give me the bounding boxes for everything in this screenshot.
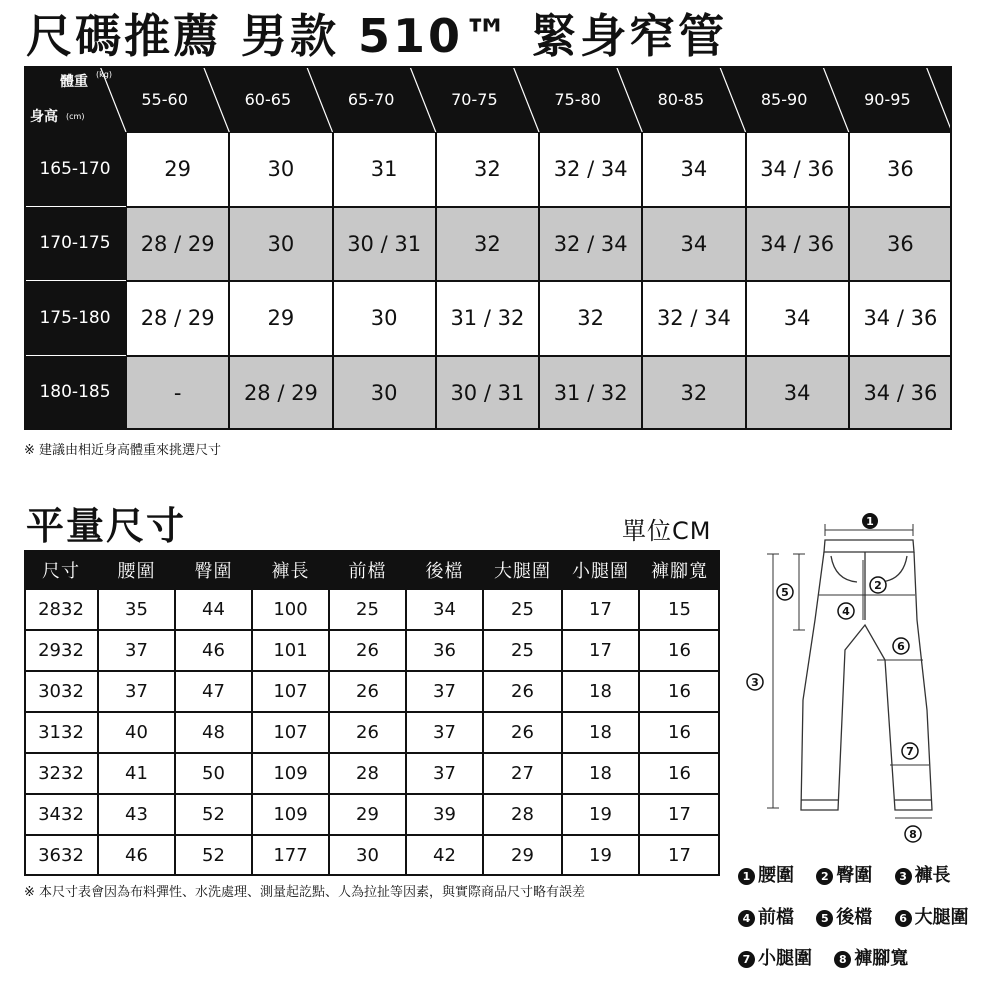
size-cell: - — [126, 356, 229, 431]
size-cell: 29 — [126, 132, 229, 207]
corner-weight-unit: (kg) — [96, 70, 112, 79]
marker-4 — [838, 603, 854, 619]
measure-cell: 25 — [329, 589, 406, 630]
legend-row-3 — [738, 947, 924, 971]
measure-cell: 100 — [252, 589, 329, 630]
marker-8 — [905, 826, 921, 842]
weight-header: 70-75 — [451, 89, 498, 109]
measure-cell: 35 — [98, 589, 175, 630]
marker-2 — [870, 577, 886, 593]
corner-height-unit: (cm) — [66, 112, 85, 121]
measure-cell: 19 — [562, 835, 639, 876]
measure-column-header: 褲腳寬 — [639, 550, 720, 589]
size-cell: 34 — [642, 207, 745, 282]
page-title: 尺碼推薦 男款 510™ 緊身窄管 — [26, 9, 728, 63]
svg-text:6: 6 — [897, 640, 905, 653]
size-recommendation-table — [24, 66, 952, 430]
measure-size-label: 3632 — [24, 835, 98, 876]
size-cell: 34 / 36 — [849, 281, 952, 356]
svg-text:8: 8 — [909, 828, 917, 841]
measure-column-header: 褲長 — [252, 550, 329, 589]
weight-header: 90-95 — [864, 89, 911, 109]
measure-cell: 37 — [98, 671, 175, 712]
jeans-waistband — [824, 540, 914, 552]
measure-cell: 43 — [98, 794, 175, 835]
size-cell: 28 / 29 — [126, 207, 229, 282]
measure-cell: 46 — [175, 630, 252, 671]
svg-text:4: 4 — [842, 605, 850, 618]
measure-column-header: 腰圍 — [98, 550, 175, 589]
size-cell: 30 — [333, 356, 436, 431]
measure-cell: 37 — [406, 712, 483, 753]
size-cell: 28 / 29 — [126, 281, 229, 356]
measure-cell: 30 — [329, 835, 406, 876]
marker-1 — [862, 513, 878, 529]
size-cell: 30 — [229, 132, 332, 207]
measure-cell: 48 — [175, 712, 252, 753]
marker-6 — [893, 638, 909, 654]
size-cell: 32 / 34 — [539, 132, 642, 207]
svg-text:7: 7 — [906, 745, 914, 758]
measure-size-label: 3232 — [24, 753, 98, 794]
jeans-outline — [801, 552, 932, 810]
size-cell: 30 / 31 — [333, 207, 436, 282]
measure-cell: 26 — [483, 671, 562, 712]
measure-cell: 17 — [639, 794, 720, 835]
svg-text:5: 5 — [781, 586, 789, 599]
measure-cell: 26 — [329, 712, 406, 753]
measure-size-label: 2832 — [24, 589, 98, 630]
jeans-measurement-diagram — [735, 510, 1000, 850]
measure-size-label: 3032 — [24, 671, 98, 712]
measure-size-label: 2932 — [24, 630, 98, 671]
weight-header: 55-60 — [141, 89, 188, 109]
legend-item: 6 大腿圍 — [895, 907, 969, 928]
measure-cell: 41 — [98, 753, 175, 794]
size-cell: 31 — [333, 132, 436, 207]
size-cell: 30 — [229, 207, 332, 282]
legend-item: 5 後檔 — [816, 907, 872, 928]
measure-cell: 34 — [406, 589, 483, 630]
weight-header: 60-65 — [244, 89, 292, 109]
measure-cell: 16 — [639, 712, 720, 753]
measure-cell: 26 — [329, 671, 406, 712]
corner-height-label: 身高 — [30, 109, 58, 125]
measure-cell: 17 — [562, 589, 639, 630]
legend-item: 8 褲腳寬 — [834, 948, 908, 969]
measure-size-label: 3432 — [24, 794, 98, 835]
size-cell: 31 / 32 — [539, 356, 642, 431]
size-cell: 30 / 31 — [436, 356, 539, 431]
measure-cell: 44 — [175, 589, 252, 630]
measure-cell: 37 — [406, 671, 483, 712]
measure-cell: 25 — [483, 630, 562, 671]
legend-item: 4 前檔 — [738, 907, 794, 928]
size-cell: 34 / 36 — [746, 132, 849, 207]
measure-note: ※ 本尺寸表會因為布料彈性、水洗處理、測量起訖點、人為拉扯等因素，與實際商品尺寸略有誤差 — [24, 885, 586, 900]
measure-cell: 16 — [639, 630, 720, 671]
measure-cell: 39 — [406, 794, 483, 835]
height-header: 180-185 — [24, 356, 126, 431]
weight-header: 85-90 — [760, 89, 808, 109]
size-cell: 34 — [746, 356, 849, 431]
legend-item: 2 臀圍 — [816, 865, 872, 886]
measure-cell: 25 — [483, 589, 562, 630]
size-cell: 32 — [642, 356, 745, 431]
measure-cell: 16 — [639, 753, 720, 794]
marker-7 — [902, 743, 918, 759]
measure-cell: 26 — [483, 712, 562, 753]
measure-cell: 28 — [483, 794, 562, 835]
measure-column-header: 尺寸 — [24, 550, 98, 589]
measure-cell: 28 — [329, 753, 406, 794]
measure-cell: 107 — [252, 671, 329, 712]
size-cell: 34 / 36 — [849, 356, 952, 431]
measure-column-header: 大腿圍 — [483, 550, 562, 589]
measure-cell: 109 — [252, 753, 329, 794]
legend-row-1 — [738, 864, 967, 888]
size-cell: 32 — [436, 207, 539, 282]
measure-cell: 52 — [175, 794, 252, 835]
marker-5 — [777, 584, 793, 600]
measure-cell: 101 — [252, 630, 329, 671]
measure-unit: 單位CM — [622, 517, 712, 545]
corner-weight-label: 體重 — [60, 74, 88, 90]
size-cell: 32 — [436, 132, 539, 207]
measure-cell: 109 — [252, 794, 329, 835]
size-cell: 32 / 34 — [642, 281, 745, 356]
measure-cell: 17 — [639, 835, 720, 876]
legend-item: 1 腰圍 — [738, 865, 794, 886]
legend-item: 7 小腿圍 — [738, 948, 812, 969]
measurement-table — [24, 550, 720, 880]
svg-text:3: 3 — [751, 676, 759, 689]
weight-header: 80-85 — [657, 89, 705, 109]
svg-text:2: 2 — [874, 579, 882, 592]
measure-cell: 29 — [483, 835, 562, 876]
size-cell: 28 / 29 — [229, 356, 332, 431]
measure-cell: 29 — [329, 794, 406, 835]
measure-cell: 50 — [175, 753, 252, 794]
height-header: 175-180 — [24, 281, 126, 356]
measure-column-header: 後檔 — [406, 550, 483, 589]
height-header: 170-175 — [24, 207, 126, 282]
size-cell: 34 — [746, 281, 849, 356]
measure-title: 平量尺寸 — [26, 504, 187, 548]
svg-text:1: 1 — [866, 515, 874, 528]
measure-cell: 27 — [483, 753, 562, 794]
measure-cell: 42 — [406, 835, 483, 876]
measure-cell: 18 — [562, 671, 639, 712]
size-cell: 30 — [333, 281, 436, 356]
measure-cell: 15 — [639, 589, 720, 630]
size-cell: 36 — [849, 132, 952, 207]
measure-cell: 18 — [562, 712, 639, 753]
size-cell: 32 — [539, 281, 642, 356]
measure-cell: 177 — [252, 835, 329, 876]
measure-cell: 46 — [98, 835, 175, 876]
measure-size-label: 3132 — [24, 712, 98, 753]
legend-row-2 — [738, 906, 985, 930]
recommend-note: ※ 建議由相近身高體重來挑選尺寸 — [24, 443, 222, 458]
measure-cell: 37 — [406, 753, 483, 794]
weight-header: 75-80 — [554, 89, 601, 109]
measure-column-header: 前檔 — [329, 550, 406, 589]
measure-column-header: 臀圍 — [175, 550, 252, 589]
size-cell: 31 / 32 — [436, 281, 539, 356]
measure-cell: 37 — [98, 630, 175, 671]
measure-cell: 18 — [562, 753, 639, 794]
legend-item: 3 褲長 — [895, 865, 951, 886]
size-cell: 34 / 36 — [746, 207, 849, 282]
measure-cell: 36 — [406, 630, 483, 671]
measure-cell: 47 — [175, 671, 252, 712]
marker-3 — [747, 674, 763, 690]
measure-cell: 52 — [175, 835, 252, 876]
measure-cell: 40 — [98, 712, 175, 753]
size-cell: 36 — [849, 207, 952, 282]
measure-column-header: 小腿圍 — [562, 550, 639, 589]
size-cell: 34 — [642, 132, 745, 207]
size-cell: 32 / 34 — [539, 207, 642, 282]
height-header: 165-170 — [24, 132, 126, 207]
measure-cell: 17 — [562, 630, 639, 671]
measure-cell: 19 — [562, 794, 639, 835]
measure-cell: 26 — [329, 630, 406, 671]
measure-cell: 107 — [252, 712, 329, 753]
size-cell: 29 — [229, 281, 332, 356]
weight-header: 65-70 — [347, 89, 395, 109]
measure-cell: 16 — [639, 671, 720, 712]
